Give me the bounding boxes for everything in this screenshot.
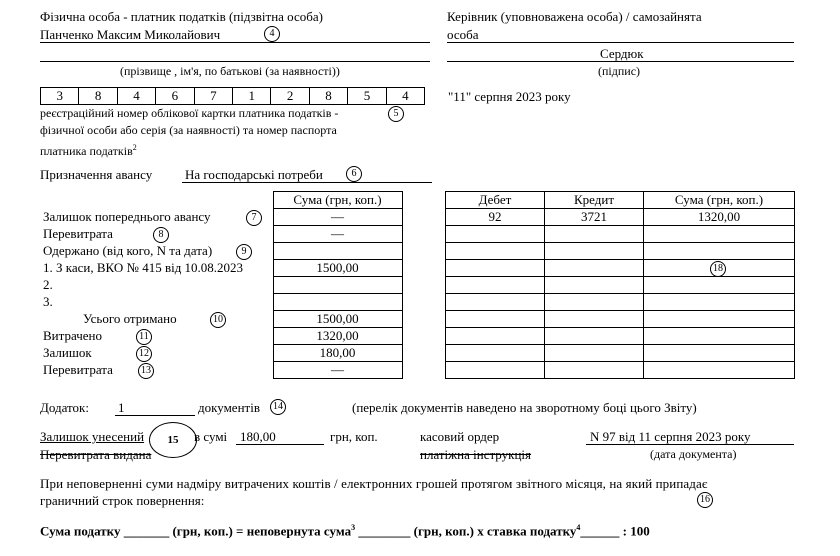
table-row: [40, 243, 402, 260]
row-value: [273, 294, 402, 311]
amount-underline: [236, 444, 324, 445]
marker-9: 9: [236, 244, 252, 260]
order-info: N 97 від 11 серпня 2023 року: [590, 429, 751, 444]
row-label: Витрачено: [43, 328, 102, 343]
strike-payment: платіжна інструкція: [420, 447, 532, 462]
table-row: [446, 328, 795, 345]
table-row: [40, 328, 402, 345]
marker-14: 14: [270, 399, 286, 415]
purpose-value: На господарські потреби: [185, 167, 323, 182]
person-title: Фізична особа - платник податків (підзвітна особа): [40, 9, 323, 24]
marker-6: 6: [346, 166, 362, 182]
attachment-label: Додаток:: [40, 400, 89, 415]
head-title-line2: особа: [447, 27, 479, 42]
tax-digit: 6: [156, 88, 194, 104]
row-label: 3.: [43, 294, 53, 309]
table-row: [446, 294, 795, 311]
row-value: —: [273, 209, 402, 226]
tax-digit: 4: [118, 88, 156, 104]
accounting-table: [445, 191, 795, 379]
marker-12: 12: [136, 346, 152, 362]
row-label: Усього отримано: [83, 311, 177, 326]
advance-table: [40, 191, 403, 379]
row-value: 1500,00: [273, 311, 402, 328]
debit-value: 92: [446, 209, 545, 226]
table-row: [446, 362, 795, 379]
tax-digit: 8: [79, 88, 117, 104]
table-row: [40, 311, 402, 328]
tax-caption-line3: платника податків: [40, 144, 133, 158]
formula-sup4: 4: [576, 523, 581, 532]
tax-caption-sup: 2: [132, 143, 137, 152]
tax-digit: 7: [195, 88, 233, 104]
head-name: Сердюк: [600, 46, 644, 61]
row-label: Залишок попереднього авансу: [43, 209, 211, 224]
table-row: [40, 209, 402, 226]
attachment-unit: документів: [198, 400, 260, 415]
head-signature-line: [447, 61, 794, 62]
table-row: [446, 226, 795, 243]
report-date: "11" серпня 2023 року: [448, 89, 571, 104]
table-row: [446, 345, 795, 362]
table-row: [40, 277, 402, 294]
footer-text-line1: При неповерненні суми надміру витрачених коштів / електронних грошей протягом звітного місяця, на який припадає: [40, 476, 708, 491]
credit-value: 3721: [545, 209, 644, 226]
table-row: [40, 345, 402, 362]
tax-digit: 1: [233, 88, 271, 104]
row-value: —: [273, 226, 402, 243]
date-caption: (дата документа): [650, 447, 737, 461]
deposit-amount: 180,00: [240, 429, 276, 444]
sum-value: 1320,00: [644, 209, 795, 226]
tax-caption-line2: фізичної особи або серія (за наявності) та номер паспорта: [40, 123, 337, 137]
name-caption: (прізвище , ім'я, по батькові (за наявності)): [120, 64, 340, 78]
formula-part2: ________ (грн, коп.) х ставка податку: [355, 523, 577, 539]
row-value: 1500,00: [273, 260, 402, 277]
purpose-underline: [182, 182, 432, 183]
tax-number-boxes: [40, 87, 425, 105]
marker-13: 13: [138, 363, 154, 379]
marker-16: 16: [697, 492, 713, 508]
table-row: [40, 260, 402, 277]
order-label: касовий ордер: [420, 429, 500, 444]
row-value: 1320,00: [273, 328, 402, 345]
formula-part3: ______ : 100: [580, 523, 650, 539]
marker-18: 18: [710, 261, 726, 277]
signature-caption: (підпис): [598, 64, 641, 78]
formula-sup3: 3: [351, 523, 356, 532]
table-row: [40, 362, 402, 379]
marker-7: 7: [246, 210, 262, 226]
tax-formula: [40, 520, 650, 538]
row-label: 1. З каси, ВКО № 415 від 10.08.2023: [43, 260, 244, 275]
strike-issued: Перевитрата видана: [40, 447, 152, 462]
attachment-underline: [115, 415, 195, 416]
tax-digit: 5: [348, 88, 386, 104]
table-row: [446, 243, 795, 260]
table-row: [446, 311, 795, 328]
row-value: —: [273, 362, 402, 379]
marker-10: 10: [210, 312, 226, 328]
person-name: Панченко Максим Миколайович: [40, 27, 221, 42]
tax-caption-line1: реєстраційний номер облікової картки платника податків -: [40, 106, 339, 120]
formula-part1: Сума податку _______ (грн, коп.) = неповернута сума: [40, 523, 352, 539]
table-row: [446, 209, 795, 226]
head-title-line1: Керівник (уповноважена особа) / самозайнята: [447, 9, 702, 24]
sum-header: Сума (грн, коп.): [273, 192, 402, 209]
attachment-note: (перелік документів наведено на зворотному боці цього Звіту): [352, 400, 697, 415]
tax-digit: 2: [271, 88, 309, 104]
footer-text-line2: граничний строк повернення:: [40, 493, 205, 508]
table-row: [40, 294, 402, 311]
row-label: Одержано (від кого, N та дата): [43, 243, 213, 258]
credit-header: Кредит: [545, 192, 644, 209]
attachment-count: 1: [118, 400, 125, 415]
deposit-label: Залишок унесений: [40, 429, 145, 444]
row-value: [273, 277, 402, 294]
deposit-currency: грн, коп.: [330, 429, 378, 444]
marker-8: 8: [153, 227, 169, 243]
head-underline: [447, 42, 794, 43]
row-value: [273, 243, 402, 260]
order-underline: [586, 444, 794, 445]
marker-4: 4: [264, 26, 280, 42]
debit-header: Дебет: [446, 192, 545, 209]
row-value: 180,00: [273, 345, 402, 362]
in-sum-label: в сумі: [194, 429, 228, 444]
row-label: Перевитрата: [43, 226, 113, 241]
marker-11: 11: [136, 329, 152, 345]
name-underline: [40, 42, 430, 43]
row-label: Перевитрата: [43, 362, 113, 377]
table-row: [40, 226, 402, 243]
purpose-label: Призначення авансу: [40, 167, 153, 182]
row-label: Залишок: [43, 345, 92, 360]
name-underline-2: [40, 61, 430, 62]
tax-digit: 3: [41, 88, 79, 104]
row-label: 2.: [43, 277, 53, 292]
sum-header: Сума (грн, коп.): [644, 192, 795, 209]
table-row: [446, 260, 795, 277]
tax-digit: 4: [402, 88, 409, 103]
stamp-15: 15: [149, 422, 197, 458]
marker-5: 5: [388, 106, 404, 122]
tax-digit: 8: [310, 88, 348, 104]
table-row: [446, 277, 795, 294]
